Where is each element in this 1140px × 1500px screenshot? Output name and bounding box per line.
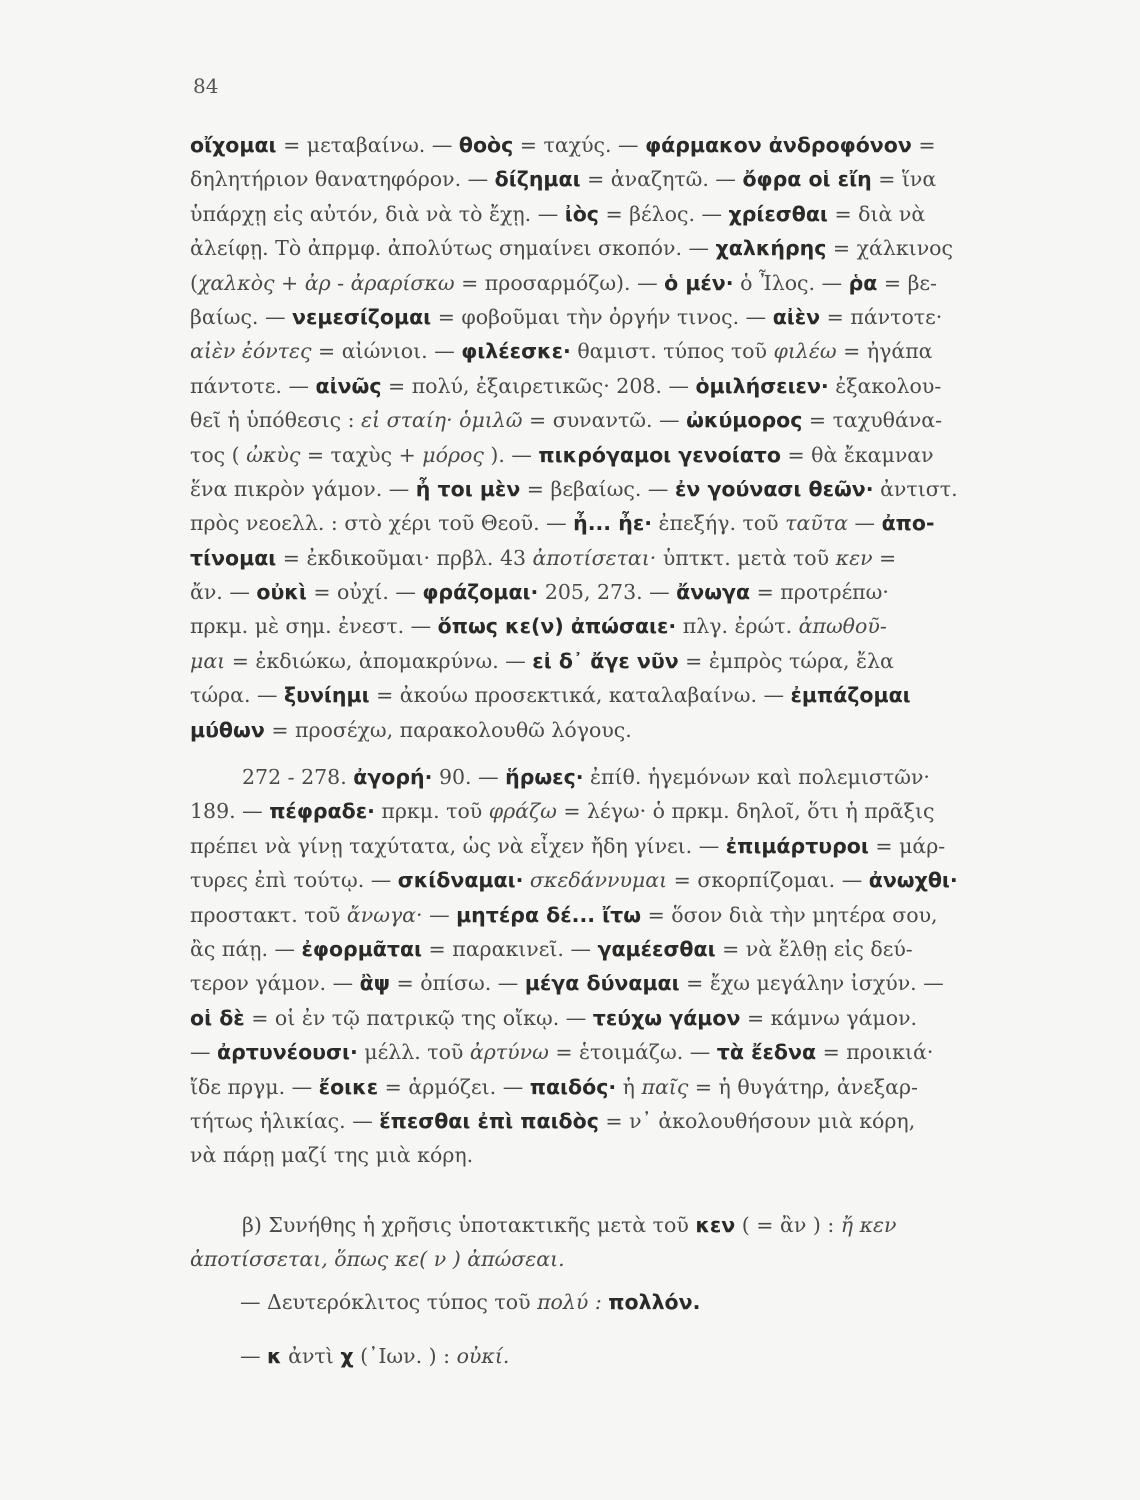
gloss-text: βαίως. — <box>190 304 292 329</box>
gloss-text: θεῖ ἡ ὑπόθεσις : <box>190 408 362 433</box>
headword: οἴχομαι <box>190 133 277 157</box>
gloss-text: = ἐκδικοῦμαι· πρβλ. 43 <box>276 545 533 570</box>
text-line <box>190 266 1030 300</box>
text-line <box>190 197 1030 231</box>
headword: πολλόν. <box>608 1290 701 1314</box>
headword: ἦ τοι μὲν <box>415 476 521 501</box>
headword: μύθων <box>190 717 265 742</box>
text-line <box>190 162 1030 196</box>
gloss-text: = ἵνα <box>871 167 937 192</box>
gloss-text: — <box>848 511 882 536</box>
text-line <box>190 1001 1030 1035</box>
headword: οὐκὶ <box>256 580 307 605</box>
headword: ἀπο- <box>881 511 935 536</box>
text-line <box>190 898 1030 932</box>
text-line <box>190 760 1030 794</box>
gloss-text: ἐπίθ. ἡγεμόνων καὶ πολεμιστῶν· <box>583 765 930 789</box>
gloss-text: — <box>422 902 457 927</box>
headword: ἦ... ἦε· <box>573 511 653 536</box>
italic-text: ἀρτύνω <box>469 1040 549 1065</box>
gloss-text: = ἀναζητῶ. — <box>580 167 743 192</box>
page-number: 84 <box>193 74 219 98</box>
headword: πέφραδε· <box>269 799 375 824</box>
gloss-text: τώρα. — <box>190 683 285 708</box>
gloss-text: πρὸς νεοελλ. : στὸ χέρι τοῦ Θεοῦ. — <box>190 511 574 536</box>
text-line <box>190 1070 1030 1104</box>
headword: ὅπως κε(ν) ἀπώσαιε· <box>437 614 677 639</box>
gloss-text: τήτως ἡλικίας. — <box>190 1108 380 1133</box>
text-line <box>190 1035 1030 1069</box>
headword: ἐν γούνασι θεῶν· <box>674 476 874 501</box>
headword: ἰὸς <box>564 201 599 226</box>
gloss-text: μέλλ. τοῦ <box>357 1040 470 1065</box>
gloss-text: = ἑτοιμάζω. — <box>548 1040 717 1065</box>
gloss-text: ). — <box>483 442 539 467</box>
headword: μητέρα δέ... ἴτω <box>456 902 642 927</box>
italic-text: οὐκί. <box>456 1344 510 1368</box>
gloss-text: = ἔχω μεγάλην ἰσχύν. — <box>679 971 944 996</box>
headword: ἄνωγα <box>676 580 751 605</box>
headword: φράζομαι· <box>422 580 539 605</box>
gloss-text: = σκορπίζομαι. — <box>667 868 869 893</box>
gloss-text: = ταχὺς + <box>300 442 423 467</box>
text-line <box>190 1138 1030 1172</box>
gloss-text: = διὰ νὰ <box>827 201 926 226</box>
text-line <box>190 644 1030 678</box>
headword: χαλκήρης <box>715 236 827 261</box>
italic-text: πολύ : <box>537 1290 602 1314</box>
gloss-text: = ἠγάπα <box>836 339 933 364</box>
ionic-form-note <box>240 1344 509 1368</box>
gloss-text: τερον γάμον. — <box>190 971 360 996</box>
gloss-text: = χάλκινος <box>826 236 954 261</box>
headword: τὰ ἔεδνα <box>716 1040 817 1065</box>
gloss-text: — <box>190 1040 218 1065</box>
gloss-text: = ὅσον διὰ τὴν μητέρα σου, <box>641 902 938 927</box>
italic-text: ἤ κεν <box>840 1213 897 1237</box>
gloss-text: = οὐχί. — <box>306 580 423 605</box>
text-line <box>190 794 1030 828</box>
gloss-text: = κάμνω γάμον. <box>740 1005 918 1030</box>
gloss-text: — <box>240 1344 268 1368</box>
gloss-text: = συναντῶ. — <box>522 408 687 433</box>
italic-text: φιλέω <box>773 339 837 364</box>
headword: ἕπεσθαι ἐπὶ παιδὸς <box>379 1108 599 1133</box>
gloss-text: ὁ Ἶλος. — <box>733 270 849 295</box>
headword: ἂψ <box>359 971 390 996</box>
headword: ὄφρα οἱ εἴη <box>742 167 872 192</box>
headword: τεύχω γάμον <box>592 1005 741 1030</box>
headword: μέγα δύναμαι <box>524 971 680 996</box>
headword: φιλέεσκε· <box>461 339 571 364</box>
text-line <box>190 575 1030 609</box>
text-line <box>190 932 1030 966</box>
text-line <box>190 300 1030 334</box>
headword: χ <box>340 1344 354 1368</box>
gloss-text: ὑπάρχῃ εἰς αὐτόν, διὰ νὰ τὸ ἔχῃ. — <box>190 201 565 226</box>
gloss-text: — Δευτερόκλιτος τύπος τοῦ <box>240 1290 538 1314</box>
gloss-text: νὰ πάρῃ μαζί της μιὰ κόρη. <box>190 1143 474 1168</box>
gloss-text: ( <box>190 270 198 295</box>
headword: ἀνωχθι· <box>868 868 958 893</box>
text-line <box>190 1104 1030 1138</box>
headword: κεν <box>695 1213 736 1237</box>
headword: ἐμπάζομαι <box>790 683 911 708</box>
headword: γαμέεσθαι <box>597 936 716 961</box>
text-line <box>190 863 1030 897</box>
grammar-note-paragraph <box>190 1208 1030 1277</box>
gloss-text: = <box>872 545 897 570</box>
gloss-text: ἴδε πργμ. — <box>190 1074 319 1099</box>
gloss-text: = ταχύς. — <box>513 133 646 157</box>
gloss-text: πρέπει νὰ γίνῃ ταχύτατα, ὡς νὰ εἶχεν ἤδη γίνει. — <box>190 833 726 858</box>
headword: φάρμακον ἀνδροφόνον <box>645 133 912 157</box>
gloss-text: = προικιά· <box>816 1040 934 1065</box>
gloss-text: τυρες ἐπὶ τούτῳ. — <box>190 868 398 893</box>
headword: ὁμιλήσειεν· <box>695 373 829 398</box>
text-line <box>190 541 1030 575</box>
gloss-text: = πάντοτε· <box>820 304 943 329</box>
italic-text: φράζω <box>488 799 557 824</box>
italic-text: σκεδάννυμαι <box>529 868 668 893</box>
gloss-text: θαμιστ. τύπος τοῦ <box>570 339 774 364</box>
text-line <box>190 472 1030 506</box>
headword: ἐπιμάρτυροι <box>725 833 869 858</box>
text-line <box>190 1208 1030 1242</box>
headword: εἰ δ᾽ ἄγε νῦν <box>532 648 679 673</box>
text-line <box>190 369 1030 403</box>
gloss-text: = <box>911 133 936 157</box>
italic-text: ἀποτίσεται· <box>532 545 657 570</box>
headword: θοὸς <box>458 133 514 157</box>
gloss-text: πρκμ. τοῦ <box>374 799 489 824</box>
gloss-text: 272 - 278. <box>242 765 354 789</box>
gloss-text: = ἡ θυγάτηρ, ἀνεξαρ- <box>688 1074 918 1099</box>
text-line <box>190 231 1030 265</box>
text-line <box>190 506 1030 540</box>
headword: τίνομαι <box>190 545 277 570</box>
gloss-text: = ταχυθάνα- <box>802 408 943 433</box>
gloss-text: 90. — <box>432 765 506 789</box>
gloss-text: = μάρ- <box>868 833 946 858</box>
headword: δίζημαι <box>494 167 581 192</box>
text-line <box>190 609 1030 643</box>
text-line <box>190 966 1030 1000</box>
italic-text: ἄνωγα· <box>346 902 423 927</box>
gloss-text: 189. — <box>190 799 270 824</box>
text-line <box>190 403 1030 437</box>
italic-text: ἀπωθοῦ- <box>798 614 887 639</box>
gloss-text: = βεβαίως. — <box>520 476 675 501</box>
headword: ξυνίημι <box>284 683 370 708</box>
gloss-text: ἐξακολου- <box>828 373 942 398</box>
glossary-paragraph-1 <box>190 128 1030 747</box>
gloss-text: = ὀπίσω. — <box>389 971 525 996</box>
gloss-text: ἀλείφῃ. Τὸ ἀπρμφ. ἀπολύτως σημαίνει σκοπόν. — <box>190 236 716 261</box>
gloss-text: (᾽Ιων. ) : <box>353 1344 457 1368</box>
gloss-text: = βέλος. — <box>598 201 729 226</box>
gloss-text: = προσέχω, παρακολουθῶ λόγους. <box>264 717 632 742</box>
italic-text: παῖς <box>641 1074 689 1099</box>
italic-text: αἰὲν ἐόντες <box>190 339 312 364</box>
headword: χρίεσθαι <box>728 201 828 226</box>
headword: νεμεσίζομαι <box>291 304 432 329</box>
gloss-text: ἄν. — <box>190 580 257 605</box>
headword: ἔοικε <box>318 1074 379 1099</box>
headword: ῥα <box>848 270 878 295</box>
italic-text: ὠκὺς <box>246 442 301 467</box>
gloss-text: πλγ. ἐρώτ. <box>676 614 799 639</box>
gloss-text: = ἀκούω προσεκτικά, καταλαβαίνω. — <box>369 683 791 708</box>
gloss-text: ἂς πάῃ. — <box>190 936 302 961</box>
headword: ὠκύμορος <box>686 408 803 433</box>
text-line <box>190 438 1030 472</box>
headword: ὁ μέν· <box>664 270 734 295</box>
italic-text: κεν <box>835 545 873 570</box>
gloss-text: ἐπεξήγ. τοῦ <box>652 511 786 536</box>
gloss-text: = ν᾽ ἀκολουθήσουν μιὰ κόρη, <box>598 1108 916 1133</box>
headword: αἰνῶς <box>315 373 382 398</box>
text-line <box>190 678 1030 712</box>
gloss-text: = φοβοῦμαι τὴν ὀργήν τινος. — <box>431 304 773 329</box>
gloss-text: = αἰώνιοι. — <box>311 339 462 364</box>
headword: σκίδναμαι· <box>397 868 524 893</box>
italic-text: ταῦτα <box>785 511 849 536</box>
gloss-text: = μεταβαίνω. — <box>276 133 459 157</box>
headword: παιδός· <box>529 1074 617 1099</box>
italic-text: μαι <box>190 648 226 673</box>
gloss-text: ὑπτκτ. μετὰ τοῦ <box>656 545 836 570</box>
headword: αἰὲν <box>772 304 821 329</box>
gloss-text: = ἁρμόζει. — <box>378 1074 530 1099</box>
gloss-text: = προτρέπω· <box>750 580 889 605</box>
gloss-text: 205, 273. — <box>538 580 677 605</box>
gloss-text: τος ( <box>190 442 247 467</box>
gloss-text: πρκμ. μὲ σημ. ἐνεστ. — <box>190 614 438 639</box>
italic-text: χαλκὸς + ἀρ - ἀραρίσκω <box>198 270 455 295</box>
text-line <box>190 128 1030 162</box>
gloss-text: ἡ <box>616 1074 642 1099</box>
gloss-text: δηλητήριον θανατηφόρον. — <box>190 167 495 192</box>
gloss-text: ( = ἂν ) : <box>735 1213 841 1237</box>
headword: ἀρτυνέουσι· <box>217 1040 358 1065</box>
headword: ἥρωες· <box>505 765 584 789</box>
italic-text: μόρος <box>422 442 484 467</box>
italic-text: εἰ σταίη· ὁμιλῶ <box>361 408 523 433</box>
glossary-paragraph-2 <box>190 760 1030 1173</box>
headword: ἀγορή· <box>353 765 433 789</box>
gloss-text: = οἱ ἐν τῷ πατρικῷ της οἴκῳ. — <box>244 1005 593 1030</box>
gloss-text: = λέγω· ὁ πρκμ. δηλοῖ, ὅτι ἡ πρᾶξις <box>556 799 935 824</box>
text-line <box>190 713 1030 747</box>
gloss-text: β) Συνήθης ἡ χρῆσις ὑποτακτικῆς μετὰ τοῦ <box>242 1213 696 1237</box>
gloss-text: = βε- <box>877 270 937 295</box>
headword: οἱ δὲ <box>190 1005 245 1030</box>
gloss-text: = προσαρμόζω). — <box>454 270 665 295</box>
gloss-text: = πολύ, ἐξαιρετικῶς· 208. — <box>381 373 696 398</box>
gloss-text: ἀντιστ. <box>873 476 958 501</box>
headword: ἐφορμᾶται <box>301 936 423 961</box>
gloss-text: ἕνα πικρὸν γάμον. — <box>190 476 416 501</box>
second-declension-note <box>240 1290 700 1314</box>
gloss-text: = ἐκδιώκω, ἀπομακρύνω. — <box>225 648 533 673</box>
headword: πικρόγαμοι γενοίατο <box>538 442 781 467</box>
gloss-text: πάντοτε. — <box>190 373 316 398</box>
gloss-text: = ἐμπρὸς τώρα, ἔλα <box>678 648 894 673</box>
gloss-text: = νὰ ἔλθῃ εἰς δεύ- <box>715 936 913 961</box>
gloss-text: προστακτ. τοῦ <box>190 902 347 927</box>
text-line <box>190 334 1030 368</box>
gloss-text: = παρακινεῖ. — <box>422 936 598 961</box>
italic-text: ἀποτίσσεται, ὅπως κε( ν ) ἀπώσεαι. <box>190 1247 565 1272</box>
text-line <box>190 829 1030 863</box>
gloss-text: ἀντὶ <box>281 1344 341 1368</box>
gloss-text: = θὰ ἔκαμναν <box>780 442 934 467</box>
text-line <box>190 1242 1030 1276</box>
headword: κ <box>267 1344 282 1368</box>
